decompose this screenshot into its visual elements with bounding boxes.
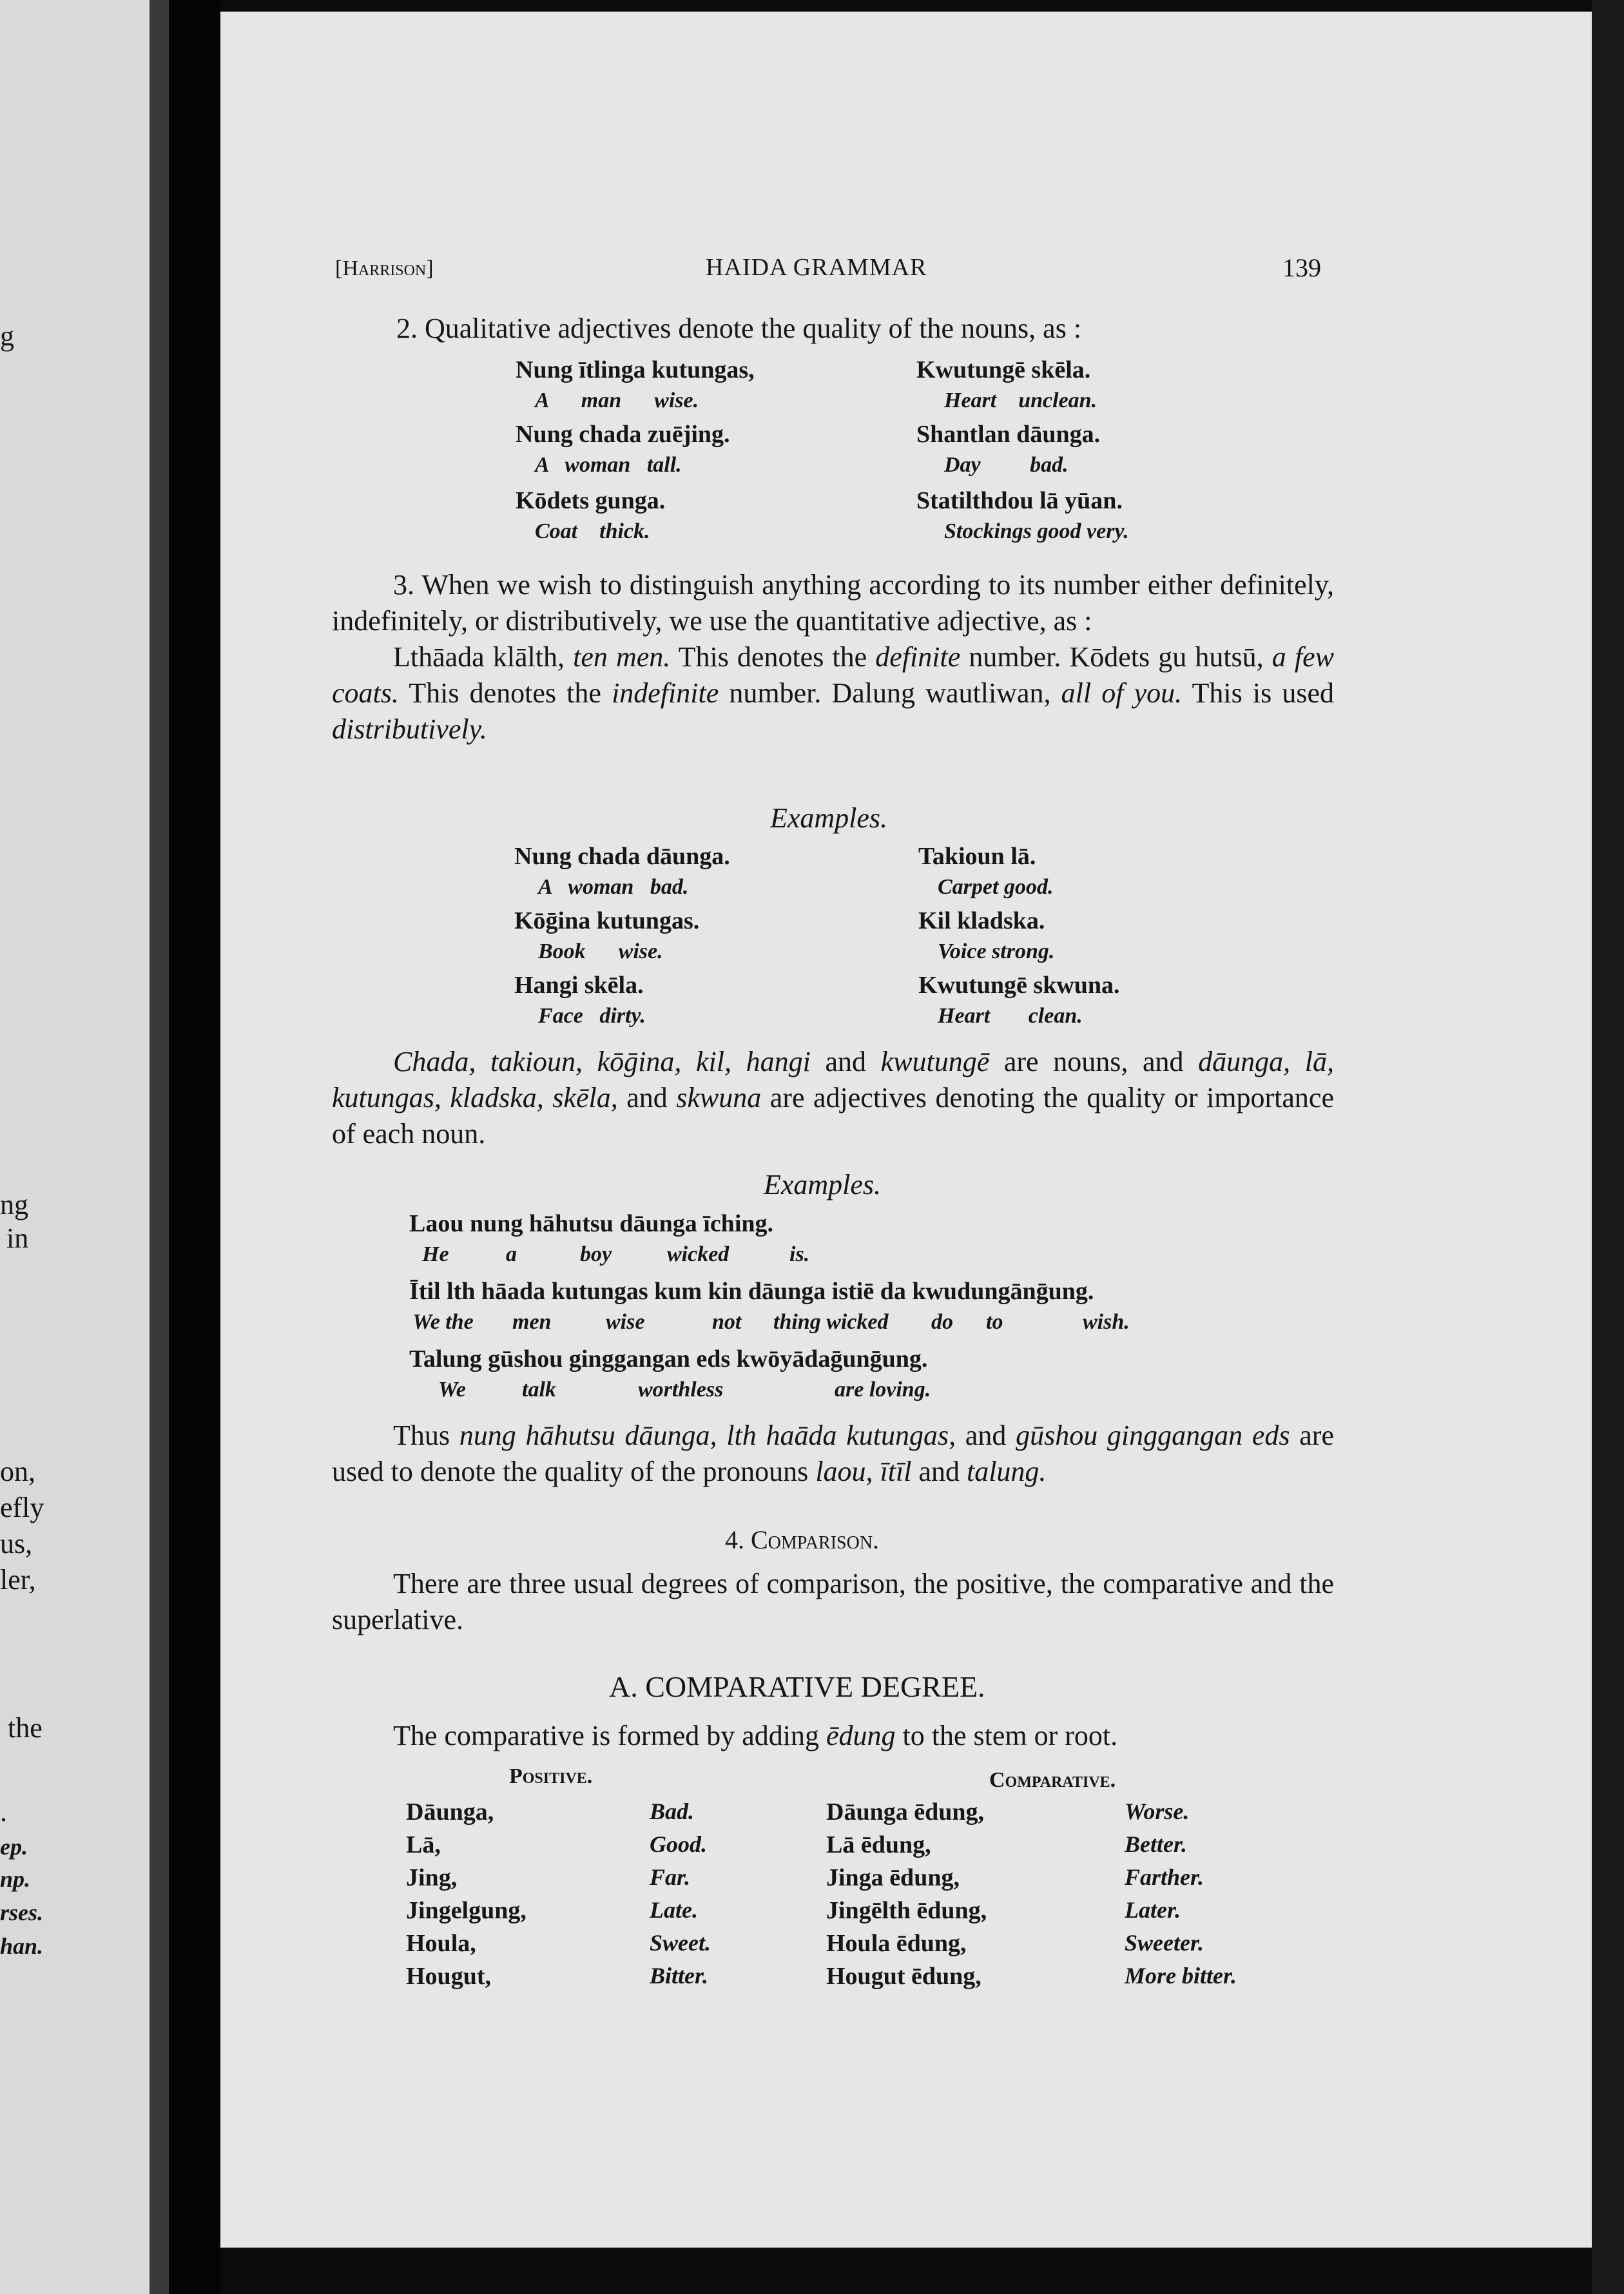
comparative-meaning: Better.	[1125, 1831, 1187, 1857]
text-segment: laou, ītīl	[815, 1456, 912, 1487]
example-english: Coat thick.	[535, 519, 650, 543]
para-3-quantitative	[332, 567, 1334, 747]
text-segment: kwutungē	[880, 1046, 990, 1077]
example-english-word: are loving.	[835, 1378, 931, 1402]
positive-form: Lā,	[406, 1831, 441, 1858]
comparative-meaning: Farther.	[1125, 1864, 1204, 1890]
example-haida: Kwutungē skēla.	[916, 356, 1091, 383]
example-english-word: talk	[522, 1378, 556, 1402]
text-segment: indefinite	[612, 677, 719, 709]
example-english-word: wicked	[667, 1242, 730, 1266]
text-segment: 3. When we wish to distinguish anything according to its number either definitely, indefinitely, or distributively, we use the quantitative adjective, as :	[332, 569, 1334, 637]
positive-meaning: Far.	[650, 1864, 691, 1890]
left-page-text: ep.	[0, 1834, 28, 1860]
text-segment: definite	[875, 641, 961, 673]
example-haida: Ītil lth hāada kutungas kum kin dāunga istiē da kwudungānḡung.	[409, 1278, 1094, 1305]
section-a-title: A. COMPARATIVE DEGREE.	[609, 1670, 985, 1703]
comparative-meaning: Later.	[1125, 1897, 1181, 1923]
positive-form: Hougut,	[406, 1963, 491, 1990]
comparative-form: Hougut ēdung,	[826, 1963, 981, 1990]
para-4-nouns-adjectives	[332, 1044, 1334, 1152]
left-page-text: us,	[0, 1528, 33, 1559]
example-english: A man wise.	[535, 389, 699, 412]
section-4-title: 4. Comparison.	[725, 1525, 880, 1554]
text-segment: skwuna	[676, 1082, 762, 1113]
positive-form: Jing,	[406, 1864, 458, 1891]
text-segment: Thus	[393, 1420, 459, 1451]
comparative-meaning: More bitter.	[1125, 1963, 1237, 1989]
text-segment: ten men.	[573, 641, 671, 673]
example-english: Day bad.	[944, 453, 1068, 477]
text-segment: a few coats.	[332, 641, 1334, 709]
positive-meaning: Bad.	[650, 1798, 695, 1824]
example-haida: Statilthdou lā yūan.	[916, 487, 1123, 514]
text-segment: and	[911, 1456, 967, 1487]
example-haida: Kil kladska.	[918, 907, 1045, 934]
left-page-text: ng	[0, 1189, 28, 1220]
text-segment: The comparative is formed by adding	[393, 1720, 827, 1751]
text-segment: nung hāhutsu dāunga, lth haāda kutungas,	[459, 1420, 956, 1451]
left-page-text: efly	[0, 1492, 44, 1523]
comparative-column-header: Comparative.	[989, 1768, 1116, 1792]
positive-meaning: Good.	[650, 1831, 707, 1857]
example-english-word: wish.	[1083, 1310, 1130, 1334]
examples-heading-2: Examples.	[764, 1169, 882, 1200]
left-page-text: .	[0, 1796, 7, 1827]
text-segment: distributively.	[332, 713, 487, 745]
text-segment: Chada, takioun, kōḡina, kil, hangi	[393, 1046, 811, 1077]
example-haida: Hangi skēla.	[514, 972, 644, 999]
example-english-word: We	[438, 1378, 466, 1402]
text-segment: ēdung	[826, 1720, 896, 1751]
left-page-text: ler,	[0, 1564, 36, 1595]
comparative-form: Jingēlth ēdung,	[826, 1897, 987, 1924]
positive-meaning: Bitter.	[650, 1963, 709, 1989]
positive-form: Dāunga,	[406, 1798, 494, 1826]
text-segment: gūshou ginggangan eds	[1016, 1420, 1290, 1451]
text-segment: This denotes the	[398, 677, 612, 709]
left-page-text: np.	[0, 1866, 31, 1892]
text-segment: talung.	[966, 1456, 1047, 1487]
left-page-fragment	[0, 0, 150, 2294]
example-english: Stockings good very.	[944, 519, 1129, 543]
example-haida: Talung gūshou ginggangan eds kwōyādaḡunḡung.	[409, 1345, 928, 1373]
examples-heading-1: Examples.	[770, 802, 888, 834]
example-haida: Laou nung hāhutsu dāunga īching.	[409, 1210, 774, 1237]
text-segment: are nouns, and	[989, 1046, 1199, 1077]
comparative-form: Houla ēdung,	[826, 1930, 967, 1957]
example-haida: Nung chada dāunga.	[514, 843, 730, 870]
example-haida: Takioun lā.	[918, 843, 1036, 870]
section-a-text	[393, 1722, 1117, 1750]
positive-form: Houla,	[406, 1930, 476, 1957]
comparative-form: Dāunga ēdung,	[826, 1798, 984, 1826]
running-header-title: HAIDA GRAMMAR	[706, 254, 927, 281]
example-haida: Kwutungē skwuna.	[918, 972, 1120, 999]
text-segment: dāunga, lā, kutungas, kladska, skēla,	[332, 1046, 1334, 1113]
example-english: Heart clean.	[938, 1004, 1083, 1028]
section-4-text: There are three usual degrees of comparison, the positive, the comparative and the superlative.	[332, 1568, 1334, 1635]
left-page-text: g	[0, 320, 14, 352]
example-haida: Kōdets gunga.	[516, 487, 666, 514]
comparative-form: Jinga ēdung,	[826, 1864, 960, 1891]
text-segment: number. Dalung wautliwan,	[719, 677, 1061, 709]
text-segment: This denotes the	[670, 641, 876, 673]
example-english: Heart unclean.	[944, 389, 1097, 412]
page-right-edge	[1592, 0, 1624, 2294]
example-english-word: boy	[580, 1242, 612, 1266]
example-haida: Nung ītlinga kutungas,	[516, 356, 755, 383]
example-english-word: a	[506, 1242, 517, 1266]
positive-column-header: Positive.	[509, 1764, 593, 1788]
example-english-word: do	[931, 1310, 953, 1334]
left-page-text: the	[8, 1712, 43, 1744]
example-english: A woman bad.	[538, 875, 689, 899]
example-english-word: to	[986, 1310, 1003, 1334]
text-segment: and	[617, 1082, 677, 1113]
text-segment: all of you.	[1061, 677, 1183, 709]
left-page-text: on,	[0, 1456, 35, 1487]
text-segment: and	[810, 1046, 881, 1077]
para-5-pronouns	[332, 1418, 1334, 1490]
example-english-word: thing wicked	[773, 1310, 889, 1334]
text-segment: Lthāada klālth,	[393, 641, 574, 673]
text-segment: to the stem or root.	[895, 1720, 1118, 1751]
running-header-left: [Harrison]	[335, 256, 434, 280]
example-english-word: He	[422, 1242, 449, 1266]
example-english: Face dirty.	[538, 1004, 646, 1028]
example-haida: Shantlan dāunga.	[916, 421, 1101, 448]
left-page-text: rses.	[0, 1900, 44, 1925]
positive-meaning: Sweet.	[650, 1930, 711, 1956]
example-english-word: men	[512, 1310, 552, 1334]
example-english-word: We the	[412, 1310, 474, 1334]
text-segment: are used to denote the quality of the pronouns	[332, 1420, 1334, 1487]
example-english: Carpet good.	[938, 875, 1054, 899]
page-number: 139	[1282, 253, 1321, 282]
example-english: Book wise.	[538, 940, 663, 963]
left-page-text: han.	[0, 1933, 44, 1959]
text-segment: number. Kōdets gu hutsū,	[960, 641, 1272, 673]
example-english-word: worthless	[638, 1378, 724, 1402]
comparative-form: Lā ēdung,	[826, 1831, 931, 1858]
positive-meaning: Late.	[650, 1897, 698, 1923]
book-spine	[169, 0, 220, 2294]
example-haida: Nung chada zuējing.	[516, 421, 730, 448]
example-english-word: wise	[606, 1310, 645, 1334]
comparative-meaning: Worse.	[1125, 1798, 1190, 1824]
example-english: A woman tall.	[535, 453, 682, 477]
example-haida: Kōḡina kutungas.	[514, 907, 700, 934]
text-segment: and	[956, 1420, 1016, 1451]
text-segment: are adjectives denoting the quality or importance of each noun.	[332, 1082, 1334, 1150]
example-english-word: is.	[789, 1242, 810, 1266]
page-gutter	[150, 0, 169, 2294]
example-english-word: not	[712, 1310, 742, 1334]
positive-form: Jingelgung,	[406, 1897, 527, 1924]
comparative-meaning: Sweeter.	[1125, 1930, 1204, 1956]
left-page-text: in	[6, 1222, 29, 1254]
para-2-intro: 2. Qualitative adjectives denote the quality of the nouns, as :	[396, 313, 1082, 344]
text-segment: This is used	[1182, 677, 1334, 709]
example-english: Voice strong.	[938, 940, 1055, 963]
